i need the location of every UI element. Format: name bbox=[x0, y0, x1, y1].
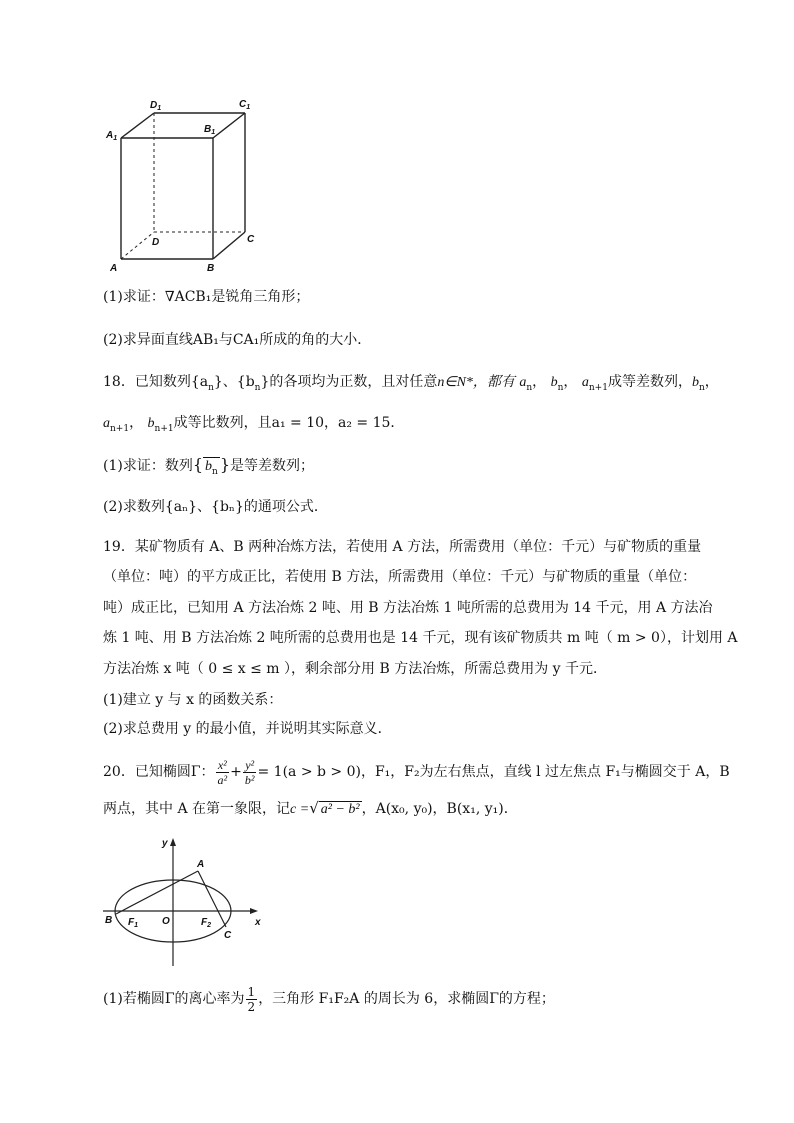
q20-line1: 20．已知椭圆Γ： $\frac{\text{x²}}{\text{a²}}$ + $\frac{\text{y²}}{\text{b²}}$ = 1(a > b > 0)，F₁，F₂为左右焦点，直线 l 过左焦点 F₁与椭圆交于 A，B bbox=[103, 757, 730, 787]
label-C1: $C_1$ bbox=[239, 99, 251, 111]
q19-line4: 炼 1 吨、用 B 方法冶炼 2 吨所需的总费用也是 14 千元，现有该矿物质共 m 吨（ m > 0），计划用 A bbox=[103, 630, 738, 646]
q19-line3: 吨）成正比，已知用 A 方法冶炼 2 吨、用 B 方法冶炼 1 吨所需的总费用为 14 千元，用 A 方法冶 bbox=[103, 600, 713, 616]
q18-line2: $a_{n+1}$， $b_{n+1}$成等比数列，且a₁ = 10，a₂ = 15． bbox=[103, 415, 405, 434]
ellipse-label-A: A bbox=[197, 859, 205, 870]
q17-part2: (2)求异面直线AB₁与CA₁所成的角的大小． bbox=[103, 332, 372, 348]
q20-line2: 两点，其中 A 在第一象限，记c =√ a² − b² ，A(x₀, y₀)，B(x₁, y₁)． bbox=[103, 799, 518, 817]
label-D: D bbox=[152, 237, 160, 248]
ellipse-label-F1: $F_1$ bbox=[128, 917, 139, 929]
q19-line1: 19．某矿物质有 A、B 两种冶炼方法，若使用 A 方法，所需费用（单位：千元）与矿物质的重量 bbox=[103, 539, 702, 555]
ellipse-label-x: x bbox=[255, 917, 261, 928]
q18-part2: (2)求数列{aₙ}、{bₙ}的通项公式． bbox=[103, 499, 328, 515]
cuboid-figure bbox=[103, 92, 253, 277]
q18-part1: (1)求证：数列{ $b_n$ }是等差数列； bbox=[103, 455, 315, 477]
ellipse-label-y: y bbox=[162, 838, 168, 849]
q19-part2: (2)求总费用 y 的最小值，并说明其实际意义． bbox=[103, 721, 392, 737]
q19-part1: (1)建立 y 与 x 的函数关系： bbox=[103, 692, 283, 708]
label-D1: $D_1$ bbox=[150, 100, 162, 112]
label-C: C bbox=[247, 234, 255, 245]
label-B: B bbox=[207, 263, 215, 274]
ellipse-label-O: O bbox=[162, 916, 170, 927]
q17-part1: (1)求证：∇ACB₁是锐角三角形； bbox=[103, 289, 310, 305]
q20-part1: (1)若椭圆Γ的离心率为 $\frac{1}{2}$ ，三角形 F₁F₂A 的周长为 6，求椭圆Γ的方程； bbox=[103, 984, 555, 1014]
q19-line2: （单位：吨）的平方成正比，若使用 B 方法，所需费用（单位：千元）与矿物质的重量（单位： bbox=[103, 569, 697, 585]
label-B1: $B_1$ bbox=[204, 124, 216, 136]
label-A: A bbox=[110, 263, 118, 274]
q18-line1: 18．已知数列$\{a_n\}$、$\{b_n\}$的各项均为正数，且对任意n∈N*，都有 $a_n$， $b_n$， $a_{n+1}$成等差数列，$b_n$， bbox=[103, 374, 719, 393]
q19-line5: 方法冶炼 x 吨（ 0 ≤ x ≤ m ），剩余部分用 B 方法冶炼，所需总费用为 y 千元． bbox=[103, 661, 608, 677]
label-A1: $A_1$ bbox=[106, 130, 118, 142]
ellipse-label-B: B bbox=[105, 915, 113, 926]
ellipse-label-C: C bbox=[224, 930, 232, 941]
ellipse-figure bbox=[103, 834, 273, 974]
ellipse-label-F2: $F_2$ bbox=[201, 917, 212, 929]
